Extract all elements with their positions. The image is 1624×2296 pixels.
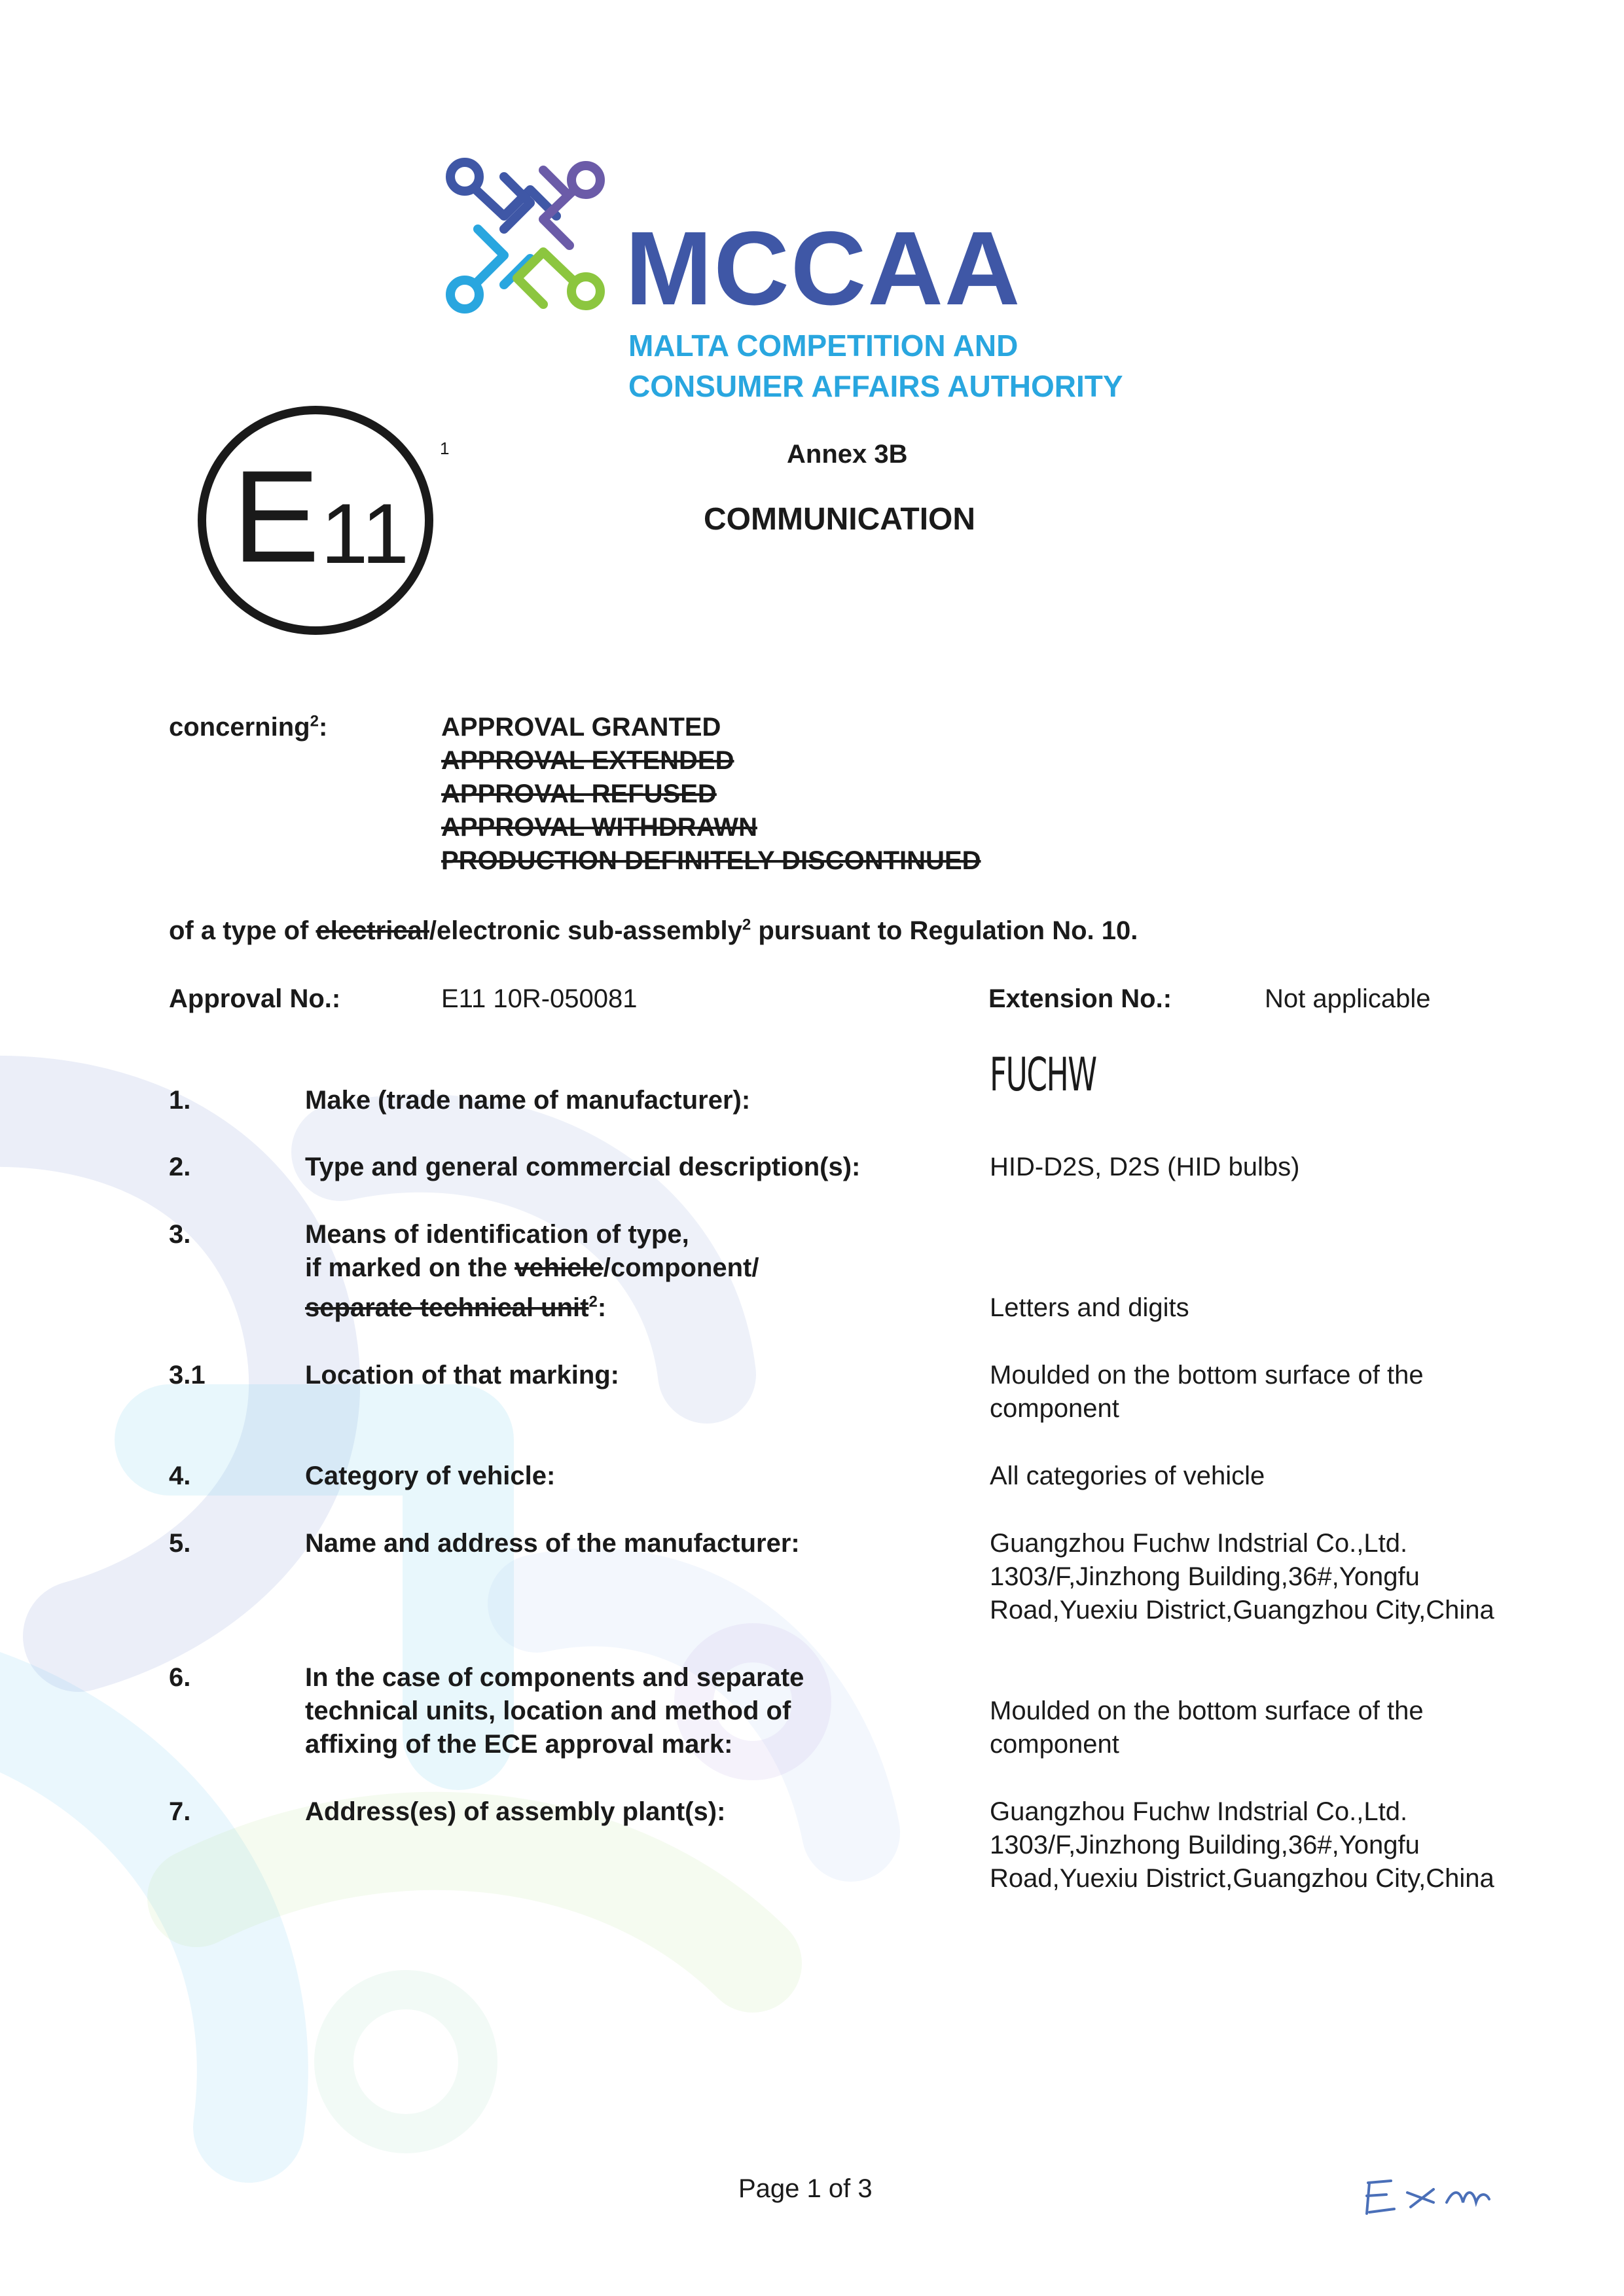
e-mark-letter: E [232,444,320,590]
item-3-number: 3. [169,1220,191,1249]
item-7-value-line-3: Road,Yuexiu District,Guangzhou City,China [990,1864,1494,1893]
option-approval-withdrawn: APPROVAL WITHDRAWN [441,813,757,842]
concerning-label: concerning$^2$: [169,712,328,742]
item-1-label: Make (trade name of manufacturer): [305,1086,751,1115]
item-4-number: 4. [169,1462,191,1490]
e-mark-footnote: 1 [440,439,450,458]
item-3-label-line-2: if marked on the vehicle/component/ [305,1253,759,1282]
item-6-value-line-2: component [990,1730,1119,1759]
item-3-1-value-line-1: Moulded on the bottom surface of the [990,1361,1424,1390]
item-1-value-brand: FUCHW [990,1048,1096,1102]
item-6-label-line-1: In the case of components and separate [305,1663,804,1692]
page-number: Page 1 of 3 [738,2174,873,2203]
extension-number-label: Extension No.: [988,984,1172,1013]
item-5-number: 5. [169,1529,191,1558]
option-production-discontinued: PRODUCTION DEFINITELY DISCONTINUED [441,846,981,875]
item-5-value-line-2: 1303/F,Jinzhong Building,36#,Yongfu [990,1562,1420,1591]
approval-number-value: E11 10R-050081 [441,984,638,1013]
option-approval-extended: APPROVAL EXTENDED [441,746,734,775]
item-5-value-line-1: Guangzhou Fuchw Indstrial Co.,Ltd. [990,1529,1408,1558]
extension-number-value: Not applicable [1265,984,1431,1013]
mccaa-knot-logo [445,157,615,321]
logo-line-2: CONSUMER AFFAIRS AUTHORITY [628,369,1123,403]
logo-line-1: MALTA COMPETITION AND [628,329,1019,363]
item-4-label: Category of vehicle: [305,1462,556,1490]
item-3-label-line-1: Means of identification of type, [305,1220,689,1249]
e-mark-number: 11 [321,486,409,581]
item-6-value-line-1: Moulded on the bottom surface of the [990,1696,1424,1725]
option-approval-refused: APPROVAL REFUSED [441,780,717,808]
item-2-label: Type and general commercial description(s): [305,1153,861,1181]
type-statement: of a type of electrical/electronic sub-assembly$^2$ pursuant to Regulation No. 10. [169,916,1138,945]
item-2-number: 2. [169,1153,191,1181]
item-7-number: 7. [169,1797,191,1826]
item-1-number: 1. [169,1086,191,1115]
item-7-value-line-2: 1303/F,Jinzhong Building,36#,Yongfu [990,1831,1420,1859]
item-3-1-number: 3.1 [169,1361,206,1390]
annex-label: Annex 3B [787,440,908,469]
option-approval-granted: APPROVAL GRANTED [441,713,721,742]
item-2-value: HID-D2S, D2S (HID bulbs) [990,1153,1300,1181]
item-6-label-line-3: affixing of the ECE approval mark: [305,1730,733,1759]
item-3-value: Letters and digits [990,1293,1189,1322]
item-3-1-label: Location of that marking: [305,1361,619,1390]
item-6-number: 6. [169,1663,191,1692]
item-5-value-line-3: Road,Yuexiu District,Guangzhou City,China [990,1596,1494,1624]
item-3-label-line-3: separate technical unit$^2$: [305,1293,607,1322]
item-7-value-line-1: Guangzhou Fuchw Indstrial Co.,Ltd. [990,1797,1408,1826]
logo-abbreviation: MCCAA [625,209,1022,327]
page-title: COMMUNICATION [704,502,976,537]
item-3-1-value-line-2: component [990,1394,1119,1423]
approval-number-label: Approval No.: [169,984,341,1013]
signature-initials [1355,2166,1551,2225]
item-6-label-line-2: technical units, location and method of [305,1696,791,1725]
item-7-label: Address(es) of assembly plant(s): [305,1797,726,1826]
item-4-value: All categories of vehicle [990,1462,1265,1490]
item-5-label: Name and address of the manufacturer: [305,1529,800,1558]
